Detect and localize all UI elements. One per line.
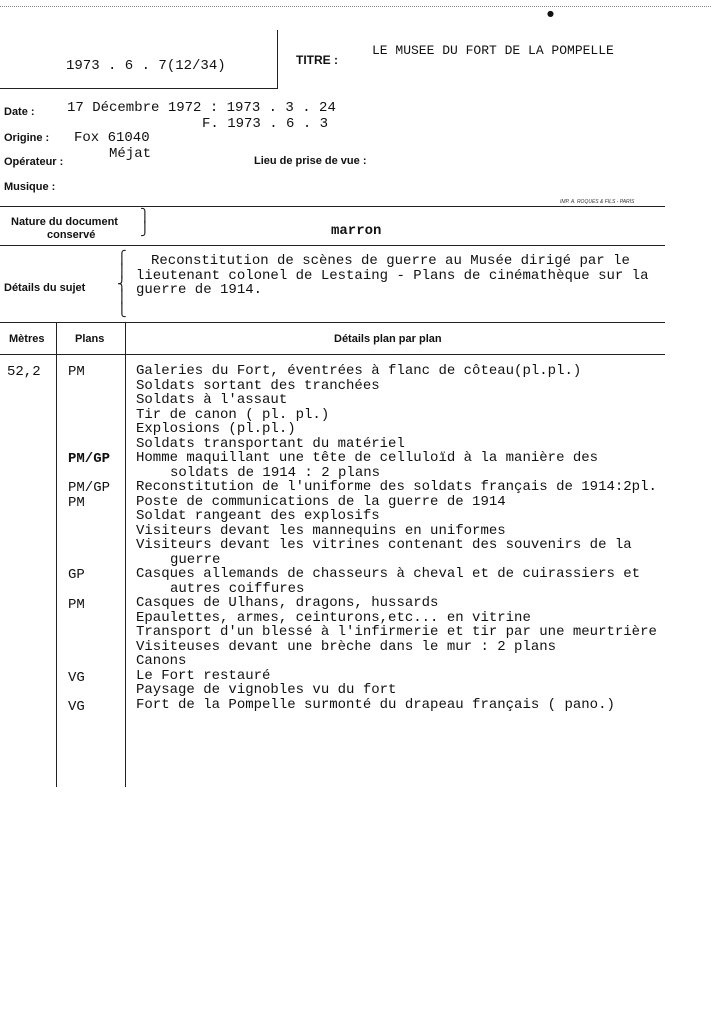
shot-detail: Visiteurs devant les mannequins en uniformes <box>136 522 506 539</box>
shot-detail: Le Fort restauré <box>136 667 271 684</box>
plan-code: PM <box>68 495 85 511</box>
shot-detail: guerre <box>170 551 221 568</box>
shot-detail: Soldats à l'assaut <box>136 392 288 408</box>
header-details: Détails plan par plan <box>334 333 442 345</box>
date-value-2: F. 1973 . 6 . 3 <box>202 116 329 132</box>
shot-detail: Homme maquillant une tête de celluloïd à la manière des <box>136 450 599 466</box>
details-sujet-brace-icon: ⎧ ⎪ ⎨ ⎪ ⎩ <box>117 251 127 318</box>
shot-detail: Soldats sortant des tranchées <box>136 377 380 394</box>
plan-code: VG <box>68 670 85 686</box>
table-top-rule <box>0 322 665 323</box>
lieu-label: Lieu de prise de vue : <box>254 155 367 167</box>
top-rule <box>0 6 711 7</box>
shot-detail: Reconstitution de l'uniforme des soldats français de 1914:2pl. <box>136 479 657 495</box>
shot-list <box>136 364 676 712</box>
musique-label: Musique : <box>4 181 56 193</box>
table-header-rule <box>0 354 665 355</box>
titre-value: LE MUSEE DU FORT DE LA POMPELLE <box>372 43 614 58</box>
plan-code: VG <box>68 699 85 715</box>
shot-detail: soldats de 1914 : 2 plans <box>170 464 381 481</box>
date-value-1: 17 Décembre 1972 : 1973 . 3 . 24 <box>67 100 336 116</box>
details-sujet-line: Reconstitution de scènes de guerre au Musée dirigé par le <box>151 253 630 269</box>
origine-value: Fox 61040 <box>74 130 150 146</box>
nature-label-line2: conservé <box>47 229 96 241</box>
reference-number: 1973 . 6 . 7(12/34) <box>66 58 226 74</box>
plan-code: PM <box>68 364 85 380</box>
shot-detail: Transport d'un blessé à l'infirmerie et tir par une meurtrière <box>136 624 657 640</box>
column-divider-plans <box>125 322 126 787</box>
shot-detail: Tir de canon ( pl. pl.) <box>136 406 330 423</box>
titre-label: TITRE : <box>296 53 338 67</box>
nature-value: marron <box>331 223 382 239</box>
details-sujet-text <box>136 254 676 298</box>
header-divider <box>277 30 278 88</box>
nature-label-line1: Nature du document <box>11 216 118 228</box>
header-plans: Plans <box>75 333 105 345</box>
shot-detail: Explosions (pl.pl.) <box>136 421 296 437</box>
column-divider-metres <box>56 322 57 787</box>
nature-bottom-rule <box>0 245 665 246</box>
shot-detail: Paysage de vignobles vu du fort <box>136 682 397 698</box>
plan-code: GP <box>68 567 85 583</box>
header-bottom-rule <box>0 88 278 89</box>
shot-detail: Soldat rangeant des explosifs <box>136 508 380 524</box>
shot-detail: Casques allemands de chasseurs à cheval et de cuirassiers et <box>136 566 641 582</box>
plan-code: PM/GP <box>68 451 111 467</box>
shot-detail: Galeries du Fort, éventrées à flanc de côteau(pl.pl.) <box>136 363 582 379</box>
operateur-value: Méjat <box>109 146 152 162</box>
shot-detail: Visiteurs devant les vitrines contenant des souvenirs de la <box>136 537 632 553</box>
metres-value: 52,2 <box>7 364 41 380</box>
details-sujet-line: guerre de 1914. <box>136 282 263 298</box>
plan-code: PM <box>68 597 85 613</box>
corner-mark: ● <box>547 9 554 18</box>
details-sujet-line: lieutenant colonel de Lestaing - Plans de cinémathèque sur la <box>136 267 649 284</box>
shot-detail: Poste de communications de la guerre de 1914 <box>136 493 506 510</box>
date-label: Date : <box>4 106 35 118</box>
plan-code: PM/GP <box>68 480 111 496</box>
shot-detail: autres coiffures <box>170 580 305 597</box>
operateur-label: Opérateur : <box>4 156 64 168</box>
details-sujet-label: Détails du sujet <box>4 282 86 294</box>
nature-brace-icon: ⎫ ⎭ <box>140 209 150 237</box>
shot-detail: Epaulettes, armes, ceinturons,etc... en vitrine <box>136 609 531 626</box>
printer-imprint: IMP. A. ROQUES & FILS - PARIS <box>560 199 635 205</box>
shot-detail: Fort de la Pompelle surmonté du drapeau français ( pano.) <box>136 696 615 713</box>
shot-detail: Visiteuses devant une brèche dans le mur : 2 plans <box>136 638 557 655</box>
header-metres: Mètres <box>9 333 45 345</box>
shot-detail: Soldats transportant du matériel <box>136 435 405 452</box>
shot-detail: Casques de Ulhans, dragons, hussards <box>136 595 439 611</box>
shot-detail: Canons <box>136 653 187 669</box>
nature-top-rule <box>0 206 665 207</box>
origine-label: Origine : <box>4 132 50 144</box>
